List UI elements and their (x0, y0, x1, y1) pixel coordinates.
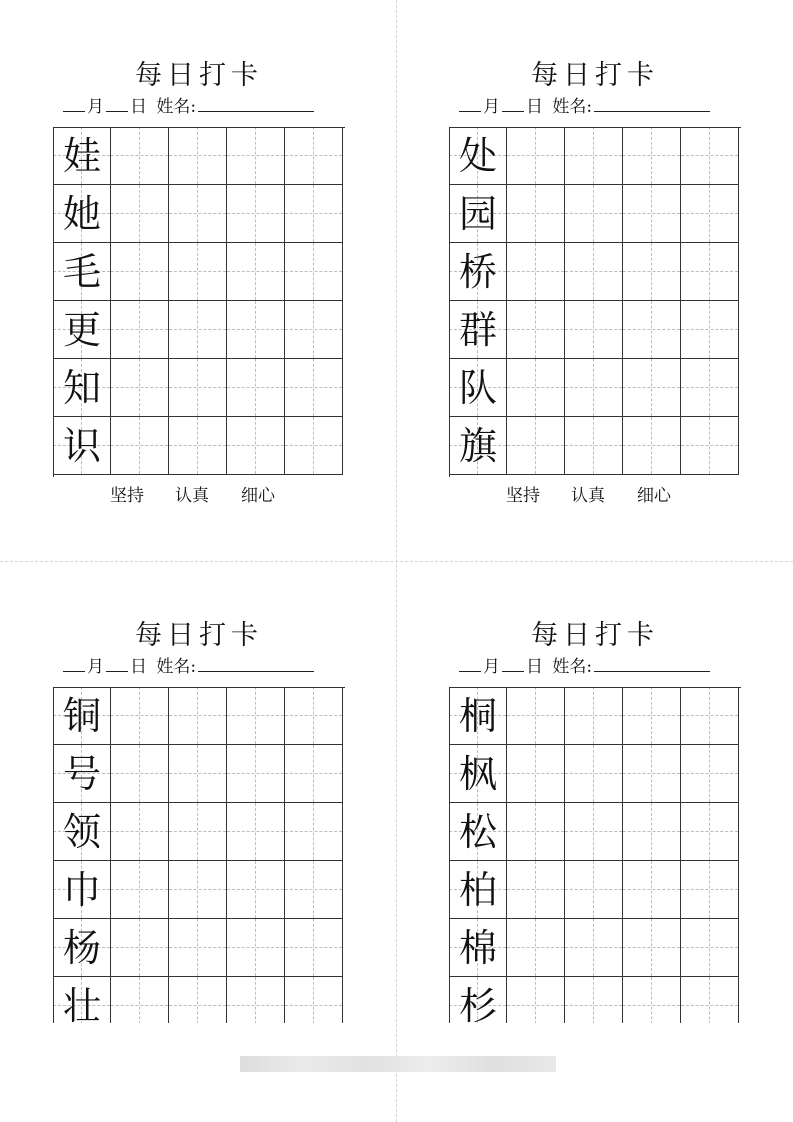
writing-grid (53, 687, 345, 1023)
name-blank[interactable] (198, 653, 314, 672)
month-blank[interactable] (63, 93, 85, 112)
model-character: 更 (62, 308, 101, 352)
model-character: 知 (62, 366, 101, 410)
model-character: 领 (62, 810, 101, 854)
model-character: 松 (458, 810, 497, 854)
month-label: 月 (483, 97, 500, 117)
writing-grid (449, 687, 741, 1023)
grid-row (449, 687, 741, 745)
model-character: 园 (458, 192, 497, 236)
month-blank[interactable] (63, 653, 85, 672)
grid-row (53, 301, 345, 359)
horizontal-cut-line (0, 561, 793, 562)
card-title: 每日打卡 (531, 620, 659, 651)
day-label: 日 (130, 657, 147, 677)
grid-row (53, 861, 345, 919)
practice-card-3 (53, 620, 353, 1030)
writing-grid (53, 127, 345, 477)
model-character: 杨 (62, 926, 101, 970)
date-name-line (63, 93, 353, 117)
grid-row (449, 977, 741, 1023)
day-blank[interactable] (502, 93, 524, 112)
model-character: 铜 (62, 694, 101, 738)
day-label: 日 (130, 97, 147, 117)
grid-row (53, 687, 345, 745)
name-blank[interactable] (594, 653, 710, 672)
model-character: 群 (458, 308, 497, 352)
grid-row (449, 359, 741, 417)
name-label: 姓名: (552, 657, 593, 677)
practice-card-4 (449, 620, 749, 1030)
card-title: 每日打卡 (531, 60, 659, 91)
writing-grid (449, 127, 741, 477)
grid-row (53, 745, 345, 803)
grid-row (449, 243, 741, 301)
model-character: 棉 (458, 926, 497, 970)
grid-row (449, 745, 741, 803)
blurred-footer-watermark (240, 1056, 556, 1072)
motto-word: 细心 (637, 486, 671, 506)
model-character: 她 (62, 192, 101, 236)
grid-row (53, 185, 345, 243)
grid-row (449, 417, 741, 475)
day-blank[interactable] (502, 653, 524, 672)
model-character: 号 (62, 752, 101, 796)
grid-row (53, 417, 345, 475)
motto-word: 坚持 (110, 486, 144, 506)
grid-row (449, 185, 741, 243)
month-label: 月 (87, 97, 104, 117)
grid-row (53, 243, 345, 301)
model-character: 桥 (458, 250, 497, 294)
month-label: 月 (483, 657, 500, 677)
motto-word: 认真 (571, 486, 605, 506)
grid-row (53, 803, 345, 861)
name-label: 姓名: (552, 97, 593, 117)
model-character: 壮 (62, 984, 101, 1023)
card-title: 每日打卡 (135, 620, 263, 651)
grid-row (53, 977, 345, 1023)
grid-row (449, 803, 741, 861)
name-blank[interactable] (594, 93, 710, 112)
day-label: 日 (526, 657, 543, 677)
model-character: 娃 (62, 134, 101, 178)
model-character: 识 (62, 424, 101, 468)
model-character: 巾 (62, 868, 101, 912)
practice-card-1 (53, 60, 353, 520)
date-name-line (63, 653, 353, 677)
name-blank[interactable] (198, 93, 314, 112)
month-blank[interactable] (459, 93, 481, 112)
grid-row (449, 301, 741, 359)
grid-row (53, 127, 345, 185)
grid-row (53, 359, 345, 417)
model-character: 杉 (458, 984, 497, 1023)
grid-row (449, 861, 741, 919)
grid-row (449, 127, 741, 185)
month-label: 月 (87, 657, 104, 677)
month-blank[interactable] (459, 653, 481, 672)
date-name-line (459, 653, 749, 677)
practice-card-2 (449, 60, 749, 520)
date-name-line (459, 93, 749, 117)
day-blank[interactable] (106, 93, 128, 112)
model-character: 柏 (458, 868, 497, 912)
model-character: 队 (458, 366, 497, 410)
grid-row (449, 919, 741, 977)
model-character: 枫 (458, 752, 497, 796)
motto-word: 细心 (241, 486, 275, 506)
model-character: 毛 (62, 250, 101, 294)
day-label: 日 (526, 97, 543, 117)
motto-word: 认真 (175, 486, 209, 506)
model-character: 旗 (458, 424, 497, 468)
day-blank[interactable] (106, 653, 128, 672)
model-character: 处 (458, 134, 497, 178)
name-label: 姓名: (156, 97, 197, 117)
card-title: 每日打卡 (135, 60, 263, 91)
model-character: 桐 (458, 694, 497, 738)
grid-row (53, 919, 345, 977)
name-label: 姓名: (156, 657, 197, 677)
motto-word: 坚持 (506, 486, 540, 506)
